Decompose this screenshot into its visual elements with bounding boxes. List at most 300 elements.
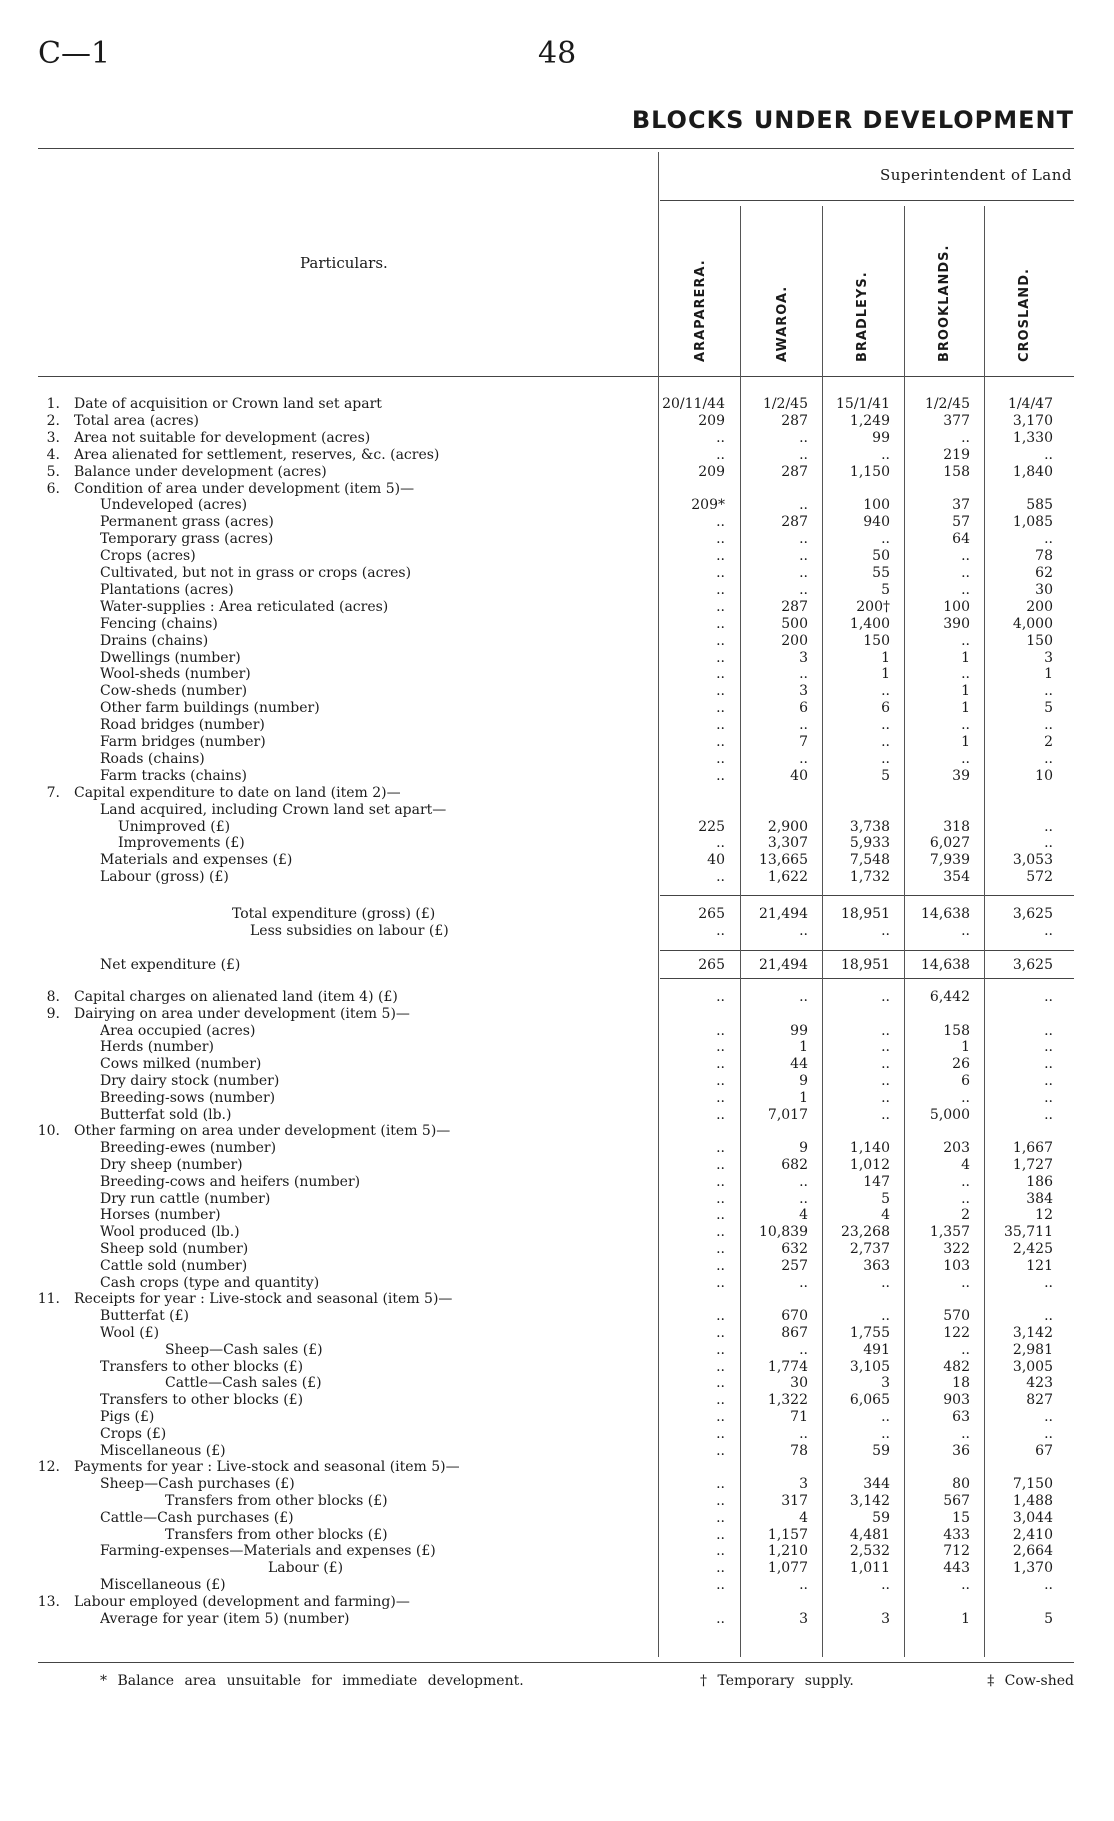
table-cell: ..	[881, 1039, 890, 1056]
table-cell: 4,481	[849, 1526, 890, 1543]
table-cell: ..	[799, 497, 808, 514]
table-cell: ..	[1044, 1073, 1053, 1089]
row-label: Water-supplies : Area reticulated (acres)	[100, 598, 389, 615]
table-cell: ..	[799, 531, 808, 548]
row-label: Permanent grass (acres)	[100, 514, 274, 531]
column-heading-awaroa: AWAROA.	[775, 285, 790, 362]
row-number: 7.	[46, 784, 60, 801]
table-cell: ..	[716, 1022, 725, 1039]
table-cell: ..	[961, 632, 970, 649]
table-row	[0, 683, 1114, 700]
table-cell: ..	[716, 565, 725, 581]
row-label: Undeveloped (acres)	[100, 497, 248, 514]
table-cell: 423	[1026, 1375, 1053, 1392]
table-cell: 2,981	[1012, 1341, 1053, 1358]
table-cell: 3,738	[849, 818, 890, 835]
table-cell: 1	[881, 666, 890, 683]
row-label: Herds (number)	[100, 1039, 214, 1056]
table-cell: ..	[716, 632, 725, 649]
row-label: Temporary grass (acres)	[100, 531, 274, 548]
table-cell: 1/2/45	[924, 396, 970, 412]
table-cell: ..	[961, 717, 970, 734]
top-rule	[38, 148, 1074, 149]
table-cell: 147	[863, 1173, 890, 1190]
row-label: Sheep sold (number)	[100, 1241, 249, 1257]
table-cell: 209*	[691, 497, 725, 514]
table-cell: 1,085	[1012, 514, 1053, 531]
table-cell: ..	[881, 1073, 890, 1089]
table-cell: ..	[881, 1409, 890, 1425]
row-label: Unimproved (£)	[118, 818, 231, 835]
row-label: Crops (£)	[100, 1425, 167, 1442]
table-cell: 78	[790, 1442, 808, 1459]
table-row	[0, 1375, 1114, 1392]
table-cell: ..	[799, 1341, 808, 1358]
row-label: Labour (£)	[268, 1560, 344, 1577]
table-cell: 186	[1026, 1173, 1053, 1190]
table-row	[0, 1308, 1114, 1325]
table-cell: ..	[1044, 446, 1053, 463]
table-cell: ..	[799, 989, 808, 1005]
table-cell: 4	[799, 1509, 808, 1526]
table-row	[0, 869, 1114, 886]
row-number: 8.	[46, 989, 60, 1005]
table-cell: ..	[961, 429, 970, 446]
table-cell: ..	[716, 1392, 725, 1409]
table-row	[0, 819, 1114, 836]
table-cell: 36	[952, 1442, 970, 1459]
table-cell: 39	[952, 767, 970, 784]
row-label: Land acquired, including Crown land set apart—	[100, 801, 447, 818]
bottom-rule	[38, 1662, 1074, 1663]
row-label: Butterfat (£)	[100, 1308, 189, 1325]
table-row	[0, 717, 1114, 734]
table-cell: 10	[1035, 767, 1053, 784]
footnote-dagger: † Temporary supply.	[700, 1673, 854, 1689]
row-label: Dwellings (number)	[100, 649, 241, 666]
table-row	[0, 481, 1114, 498]
table-cell: ..	[716, 1409, 725, 1425]
table-cell: 1,840	[1012, 463, 1053, 480]
table-cell: 122	[943, 1325, 970, 1341]
table-cell: 322	[943, 1241, 970, 1257]
table-cell: 18	[952, 1375, 970, 1392]
table-cell: 99	[790, 1022, 808, 1039]
table-cell: 7,017	[767, 1106, 808, 1123]
row-label: Cattle sold (number)	[100, 1257, 248, 1274]
table-cell: ..	[1044, 989, 1053, 1005]
row-label: Improvements (£)	[118, 835, 245, 852]
table-row	[0, 531, 1114, 548]
table-cell: 1,370	[1012, 1560, 1053, 1577]
table-cell: ..	[799, 922, 808, 939]
table-cell: 30	[1035, 581, 1053, 598]
table-cell: ..	[716, 1157, 725, 1173]
table-cell: 10,839	[759, 1224, 808, 1241]
table-cell: ..	[881, 1022, 890, 1039]
table-row	[0, 1510, 1114, 1527]
table-row	[0, 1459, 1114, 1476]
table-cell: 1	[881, 649, 890, 666]
table-cell: 158	[943, 463, 970, 480]
table-row	[0, 1174, 1114, 1191]
table-cell: ..	[716, 683, 725, 700]
row-label: Transfers from other blocks (£)	[165, 1526, 388, 1543]
table-row	[0, 1476, 1114, 1493]
table-cell: 287	[781, 514, 808, 531]
table-cell: ..	[1044, 1308, 1053, 1325]
table-cell: 482	[943, 1358, 970, 1375]
table-cell: 433	[943, 1526, 970, 1543]
table-cell: ..	[716, 1442, 725, 1459]
table-row	[0, 396, 1114, 413]
table-row	[0, 1291, 1114, 1308]
table-cell: 2,532	[849, 1543, 890, 1560]
table-cell: ..	[799, 1274, 808, 1291]
table-cell: 35,711	[1004, 1224, 1053, 1241]
table-row	[0, 1090, 1114, 1107]
table-cell: 14,638	[921, 906, 970, 922]
row-number: 5.	[46, 463, 60, 480]
table-cell: ..	[1044, 1577, 1053, 1593]
table-cell: 121	[1026, 1257, 1053, 1274]
table-row	[0, 1073, 1114, 1090]
table-cell: ..	[716, 717, 725, 734]
table-row	[0, 852, 1114, 869]
footnote-ddagger: ‡ Cow-shed	[987, 1673, 1074, 1689]
table-cell: ..	[961, 1089, 970, 1106]
table-cell: 1	[961, 649, 970, 666]
table-cell: 5,933	[849, 835, 890, 852]
table-cell: 78	[1035, 548, 1053, 565]
row-label: Farm tracks (chains)	[100, 767, 247, 784]
table-row	[0, 1577, 1114, 1594]
table-cell: 2	[961, 1207, 970, 1224]
table-cell: ..	[1044, 683, 1053, 700]
table-row	[0, 582, 1114, 599]
table-cell: 287	[781, 412, 808, 429]
table-cell: 384	[1026, 1190, 1053, 1207]
table-cell: 57	[952, 514, 970, 531]
row-label: Drains (chains)	[100, 632, 209, 649]
table-cell: ..	[961, 565, 970, 581]
table-cell: ..	[716, 750, 725, 767]
table-cell: 219	[943, 446, 970, 463]
table-cell: 3	[799, 683, 808, 700]
table-cell: ..	[1044, 531, 1053, 548]
row-number: 6.	[46, 480, 60, 497]
table-cell: ..	[716, 700, 725, 717]
table-row	[0, 1493, 1114, 1510]
row-label: Capital expenditure to date on land (item 2)—	[74, 784, 401, 801]
table-cell: ..	[716, 1207, 725, 1224]
table-row	[0, 1191, 1114, 1208]
table-row	[0, 447, 1114, 464]
table-cell: 1	[961, 1039, 970, 1056]
row-label: Breeding-sows (number)	[100, 1089, 276, 1106]
table-cell: ..	[1044, 1106, 1053, 1123]
table-row	[0, 923, 1114, 940]
row-label: Labour employed (development and farming)—	[74, 1593, 410, 1610]
page-number: 48	[538, 36, 577, 71]
table-cell: 1/4/47	[1007, 396, 1053, 412]
table-cell: 287	[781, 463, 808, 480]
table-cell: 712	[943, 1543, 970, 1560]
table-cell: ..	[881, 1274, 890, 1291]
table-cell: ..	[716, 1039, 725, 1056]
table-row	[0, 1275, 1114, 1292]
table-cell: ..	[716, 1358, 725, 1375]
row-label: Farming-expenses—Materials and expenses (£)	[100, 1543, 436, 1560]
table-row	[0, 835, 1114, 852]
row-number: 4.	[46, 446, 60, 463]
table-cell: 3	[881, 1610, 890, 1627]
table-cell: ..	[881, 734, 890, 750]
row-number: 1.	[46, 396, 60, 412]
table-cell: 44	[790, 1056, 808, 1073]
table-cell: 1,667	[1012, 1140, 1053, 1157]
table-cell: 1,622	[767, 869, 808, 886]
table-row	[0, 785, 1114, 802]
table-cell: ..	[716, 1577, 725, 1593]
table-cell: ..	[881, 1089, 890, 1106]
row-label: Road bridges (number)	[100, 717, 265, 734]
table-cell: 3,625	[1012, 957, 1053, 973]
row-number: 12.	[37, 1459, 60, 1476]
table-cell: ..	[716, 1274, 725, 1291]
table-cell: 2,425	[1012, 1241, 1053, 1257]
table-cell: 40	[790, 767, 808, 784]
row-label: Fencing (chains)	[100, 615, 218, 632]
table-cell: 150	[863, 632, 890, 649]
table-cell: ..	[961, 666, 970, 683]
table-cell: 867	[781, 1325, 808, 1341]
table-cell: 64	[952, 531, 970, 548]
table-cell: ..	[716, 429, 725, 446]
table-cell: ..	[716, 1257, 725, 1274]
table-cell: ..	[881, 683, 890, 700]
table-cell: 9	[799, 1140, 808, 1157]
table-cell: ..	[799, 1190, 808, 1207]
table-cell: 1,157	[767, 1526, 808, 1543]
table-cell: ..	[799, 581, 808, 598]
table-cell: ..	[799, 1425, 808, 1442]
table-cell: 13,665	[759, 852, 808, 869]
table-cell: 287	[781, 598, 808, 615]
row-label: Farm bridges (number)	[100, 734, 266, 750]
table-cell: 265	[698, 957, 725, 973]
table-cell: 2	[1044, 734, 1053, 750]
table-cell: ..	[716, 1224, 725, 1241]
table-cell: 200†	[856, 598, 890, 615]
table-cell: ..	[961, 1425, 970, 1442]
table-cell: 6	[799, 700, 808, 717]
table-row	[0, 989, 1114, 1006]
row-label: Pigs (£)	[100, 1409, 155, 1425]
table-cell: 670	[781, 1308, 808, 1325]
table-cell: 18,951	[841, 957, 890, 973]
row-label: Labour (gross) (£)	[100, 869, 229, 886]
table-cell: 1,774	[767, 1358, 808, 1375]
table-cell: ..	[716, 1073, 725, 1089]
table-cell: ..	[799, 750, 808, 767]
table-cell: ..	[881, 1425, 890, 1442]
table-cell: 632	[781, 1241, 808, 1257]
table-cell: ..	[961, 750, 970, 767]
net-rule	[660, 978, 1074, 979]
table-cell: 1/2/45	[762, 396, 808, 412]
table-cell: 377	[943, 412, 970, 429]
table-cell: 100	[943, 598, 970, 615]
table-cell: 3,142	[849, 1493, 890, 1509]
table-cell: ..	[1044, 835, 1053, 852]
table-cell: ..	[1044, 1274, 1053, 1291]
table-cell: ..	[799, 548, 808, 565]
table-row	[0, 1325, 1114, 1342]
row-label: Average for year (item 5) (number)	[100, 1610, 350, 1627]
table-cell: 158	[943, 1022, 970, 1039]
table-cell: 3,053	[1012, 852, 1053, 869]
table-cell: ..	[716, 1173, 725, 1190]
table-cell: ..	[716, 922, 725, 939]
table-cell: ..	[881, 1308, 890, 1325]
row-label: Total expenditure (gross) (£)	[232, 906, 436, 922]
table-cell: ..	[716, 615, 725, 632]
table-cell: 209	[698, 463, 725, 480]
table-cell: ..	[881, 1577, 890, 1593]
row-label: Transfers to other blocks (£)	[100, 1392, 304, 1409]
table-cell: 3,170	[1012, 412, 1053, 429]
table-cell: ..	[716, 1375, 725, 1392]
table-cell: 1	[961, 683, 970, 700]
table-cell: ..	[716, 598, 725, 615]
table-cell: ..	[961, 1173, 970, 1190]
row-label: Cow-sheds (number)	[100, 683, 248, 700]
table-cell: ..	[881, 750, 890, 767]
table-cell: ..	[716, 1543, 725, 1560]
table-cell: 99	[872, 429, 890, 446]
table-row	[0, 1056, 1114, 1073]
table-row	[0, 1359, 1114, 1376]
table-row	[0, 1241, 1114, 1258]
table-row	[0, 1543, 1114, 1560]
table-cell: ..	[799, 717, 808, 734]
table-cell: ..	[716, 989, 725, 1005]
table-cell: 318	[943, 818, 970, 835]
header-bottom-rule	[38, 376, 1074, 377]
table-row	[0, 565, 1114, 582]
table-cell: 40	[707, 852, 725, 869]
table-cell: ..	[961, 1274, 970, 1291]
row-number: 11.	[37, 1291, 60, 1308]
table-cell: 18,951	[841, 906, 890, 922]
table-cell: 6,027	[929, 835, 970, 852]
table-row	[0, 1342, 1114, 1359]
table-cell: ..	[716, 581, 725, 598]
table-row	[0, 616, 1114, 633]
column-heading-bradleys: BRADLEYS.	[855, 271, 870, 362]
row-label: Miscellaneous (£)	[100, 1577, 226, 1593]
table-cell: 1,011	[849, 1560, 890, 1577]
row-label: Butterfat sold (lb.)	[100, 1106, 232, 1123]
table-cell: 1,330	[1012, 429, 1053, 446]
row-label: Horses (number)	[100, 1207, 221, 1224]
table-cell: 7	[799, 734, 808, 750]
row-label: Sheep—Cash purchases (£)	[100, 1476, 295, 1493]
table-cell: 4	[799, 1207, 808, 1224]
row-label: Cattle—Cash purchases (£)	[100, 1509, 294, 1526]
table-cell: 63	[952, 1409, 970, 1425]
table-cell: 3	[799, 1476, 808, 1493]
table-cell: 1,727	[1012, 1157, 1053, 1173]
table-cell: ..	[716, 1056, 725, 1073]
row-label: Breeding-ewes (number)	[100, 1140, 277, 1157]
table-cell: 62	[1035, 565, 1053, 581]
table-cell: ..	[716, 1089, 725, 1106]
row-label: Area alienated for settlement, reserves, &c. (acres)	[74, 446, 440, 463]
table-cell: 491	[863, 1341, 890, 1358]
table-cell: 26	[952, 1056, 970, 1073]
table-cell: 30	[790, 1375, 808, 1392]
table-cell: ..	[961, 581, 970, 598]
table-cell: 80	[952, 1476, 970, 1493]
table-cell: 21,494	[759, 906, 808, 922]
table-cell: 1,249	[849, 412, 890, 429]
table-cell: 2,664	[1012, 1543, 1053, 1560]
table-cell: 1,140	[849, 1140, 890, 1157]
table-row	[0, 1107, 1114, 1124]
table-cell: 59	[872, 1509, 890, 1526]
table-cell: 363	[863, 1257, 890, 1274]
table-cell: ..	[716, 1610, 725, 1627]
table-row	[0, 1426, 1114, 1443]
table-cell: 3	[799, 1610, 808, 1627]
row-number: 2.	[46, 412, 60, 429]
table-cell: 200	[1026, 598, 1053, 615]
row-label: Less subsidies on labour (£)	[250, 922, 449, 939]
table-cell: 150	[1026, 632, 1053, 649]
table-cell: 203	[943, 1140, 970, 1157]
table-cell: ..	[799, 565, 808, 581]
table-cell: ..	[716, 869, 725, 886]
table-cell: 572	[1026, 869, 1053, 886]
table-cell: 1,755	[849, 1325, 890, 1341]
row-label: Cash crops (type and quantity)	[100, 1274, 320, 1291]
footnote-star: * Balance area unsuitable for immediate development.	[100, 1673, 524, 1689]
table-row	[0, 751, 1114, 768]
table-cell: 4	[961, 1157, 970, 1173]
table-row	[0, 1392, 1114, 1409]
table-row	[0, 1527, 1114, 1544]
row-label: Wool-sheds (number)	[100, 666, 251, 683]
table-cell: ..	[716, 446, 725, 463]
row-label: Sheep—Cash sales (£)	[165, 1341, 323, 1358]
table-cell: ..	[716, 1526, 725, 1543]
row-label: Wool (£)	[100, 1325, 160, 1341]
table-cell: 3,044	[1012, 1509, 1053, 1526]
table-cell: 682	[781, 1157, 808, 1173]
table-cell: ..	[1044, 1089, 1053, 1106]
table-row	[0, 1409, 1114, 1426]
table-row	[0, 650, 1114, 667]
table-row	[0, 430, 1114, 447]
table-cell: ..	[716, 1341, 725, 1358]
row-label: Cultivated, but not in grass or crops (acres)	[100, 565, 412, 581]
table-cell: ..	[1044, 717, 1053, 734]
table-cell: 827	[1026, 1392, 1053, 1409]
table-cell: 500	[781, 615, 808, 632]
row-label: Transfers to other blocks (£)	[100, 1358, 304, 1375]
